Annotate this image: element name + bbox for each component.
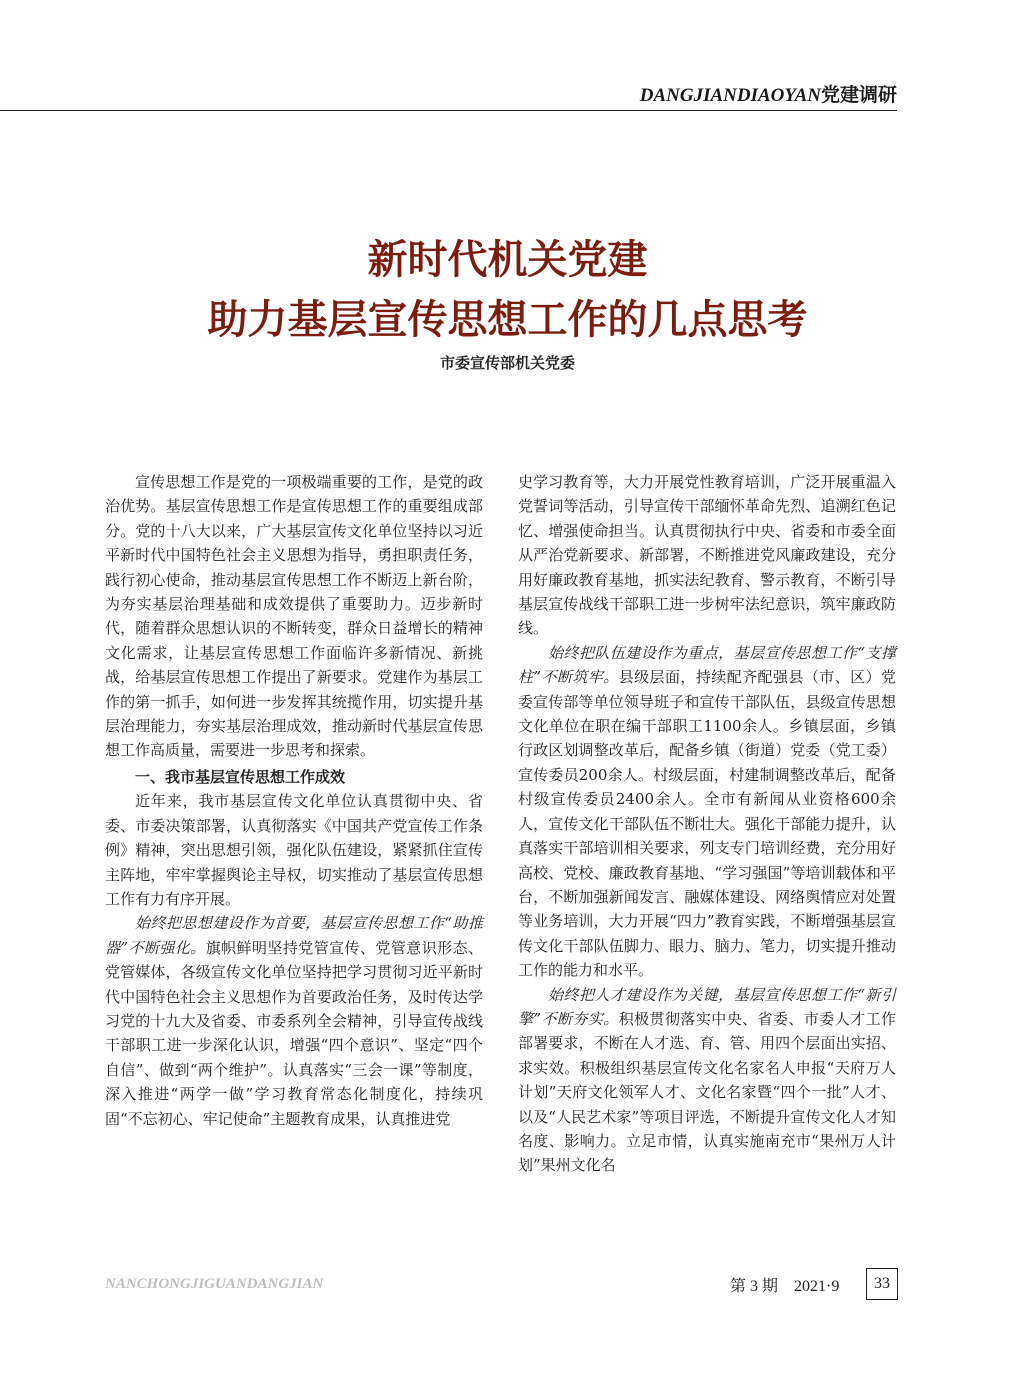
paragraph-body: 旗帜鲜明坚持党管宣传、党管意识形态、党管媒体，各级宣传文化单位坚持把学习贯彻习近平新时代中国特色社会主义思想作为首要政治任务，及时传达学习党的十九大及省委、市委系列全会精神，引导宣传战线干部职工进一步深化认识，增强“四个意识”、坚定“四个自信”、做到“两个维护”。认真落实“三会一课”等制度，深入推进“两学一做”学习教育常态化制度化，持续巩固“不忘初心、牢记使命”主题教育成果，认真推进党 [105,938,483,1128]
right-column [518,470,896,1178]
paragraph: 史学习教育等，大力开展党性教育培训，广泛开展重温入党誓词等活动，引导宣传干部缅怀革命先烈、追溯红色记忆、增强使命担当。认真贯彻执行中央、省委和市委全面从严治党新要求、新部署，不断推进党风廉政建设，充分用好廉政教育基地，抓实法纪教育、警示教育，不断引导基层宣传战线干部职工进一步树牢法纪意识，筑牢廉政防线。 [518,473,896,638]
paragraph-body: 县级层面，持续配齐配强县（市、区）党委宣传部等单位领导班子和宣传干部队伍，县级宣传思想文化单位在职在编干部职工1100余人。乡镇层面，乡镇行政区划调整改革后，配备乡镇（街道）党委（党工委）宣传委员200余人。村级层面，村建制调整改革后，配备村级宣传委员2400余人。全市有新闻从业资格600余人，宣传文化干部队伍不断壮大。强化干部能力提升，认真落实干部培训相关要求，列支专门培训经费，充分用好高校、党校、廉政教育基地、“学习强国”等培训载体和平台，不断加强新闻发言、融媒体建设、网络舆情应对处置等业务培训，大力开展“四力”教育实践，不断增强基层宣传文化干部队伍脚力、眼力、脑力、笔力，切实提升推动工作的能力和水平。 [518,668,896,980]
header-rule [0,110,897,111]
paragraph-body: 积极贯彻落实中央、省委、市委人才工作部署要求，不断在人才选、育、管、用四个层面出实招、求实效。积极组织基层宣传文化名家名人申报“天府万人计划”天府文化领军人才、文化名家暨“四个一批”人才、以及“人民艺术家”等项目评选，不断提升宣传文化人才知名度、影响力。立足市情，认真实施南充市“果州万人计划”果州文化名 [518,1009,896,1175]
journal-name-latin: NANCHONGJIGUANDANGJIAN [105,1276,324,1292]
running-header-latin: DANGJIANDIAOYAN [639,85,821,106]
article-author: 市委宣传部机关党委 [439,354,575,372]
paragraph-lead: 始终把思想建设作为首要，基层宣传思想工作“助推器”不断强化。 [105,914,483,957]
section-heading: 一、我市基层宣传思想工作成效 [135,767,346,786]
running-header [640,80,897,107]
running-header-cn: 党建调研 [820,84,897,106]
paragraph [518,641,896,983]
article-title-line-1: 新时代机关党建 [367,236,648,283]
paragraph-lead: 始终把队伍建设作为重点，基层宣传思想工作“支撑柱”不断筑牢。 [518,643,896,687]
paragraph [518,983,896,1178]
article-title-line-2: 助力基层宣传思想工作的几点思考 [207,296,808,343]
left-column [105,470,483,1131]
page-number: 33 [866,1268,898,1300]
paragraph-lead: 始终把人才建设作为关键，基层宣传思想工作“新引擎”不断夯实。 [518,985,896,1028]
paragraph [105,911,483,1131]
paragraph: 宣传思想工作是党的一项极端重要的工作，是党的政治优势。基层宣传思想工作是宣传思想工作的重要组成部分。党的十八大以来，广大基层宣传文化单位坚持以习近平新时代中国特色社会主义思想为指导，勇担职责任务，践行初心使命，推动基层宣传思想工作不断迈上新台阶，为夯实基层治理基础和成效提供了重要助力。迈步新时代，随着群众思想认识的不断转变，群众日益增长的精神文化需求，让基层宣传思想工作面临许多新情况、新挑战，给基层宣传思想工作提出了新要求。党建作为基层工作的第一抓手，如何进一步发挥其统揽作用，切实提升基层治理能力，夯实基层治理成效，推动新时代基层宣传思想工作高质量，需要进一步思考和探索。 [105,473,483,760]
issue-info: 第 3 期 2021·9 [730,1278,840,1295]
paragraph: 近年来，我市基层宣传文化单位认真贯彻中央、省委、市委决策部署，认真彻落实《中国共产党宣传工作条例》精神，突出思想引领，强化队伍建设，紧紧抓住宣传主阵地，牢牢掌握舆论主导权，切实推动了基层宣传思想工作有力有序开展。 [105,792,483,908]
